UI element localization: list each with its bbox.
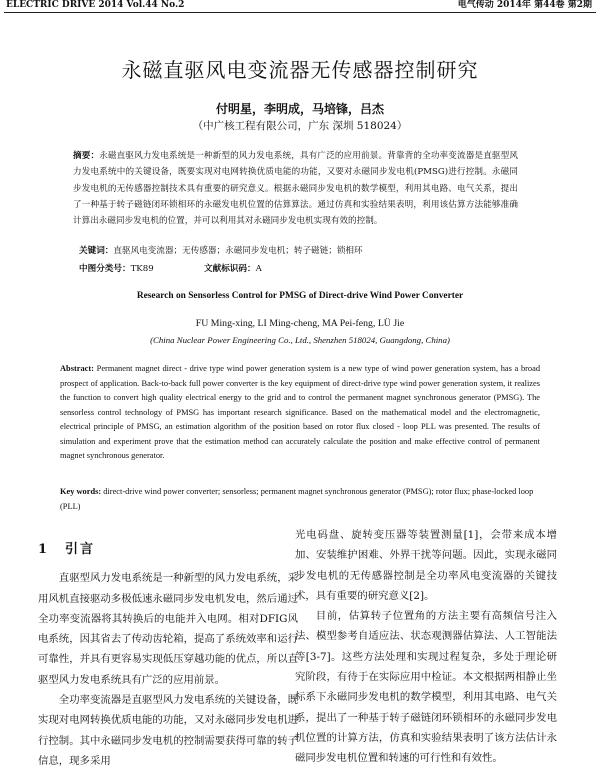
header-rule (4, 12, 596, 13)
paragraph: 目前，估算转子位置角的方法主要有高频信号注入法、模型参考自适应法、状态观测器估算法、人工智能法等[3-7]。这些方法处理和实现过程复杂，多处于理论研究阶段，有待于在实际应用中检证。本文根据两相静止坐标系下永磁同步发电机的数学模型，利用其电路、电气关系，提出了一种基于转子磁链闭环锁相环的永磁同步发电机位置的计算方法，仿真和实验结果表明了该方法估计永磁同步发电机位置和转速的可行性和有效性。 (295, 610, 557, 765)
classification-row (79, 262, 519, 274)
abstract-en-text: Permanent magnet direct - drive type wind power generation system is a new type of wind power generation system, has a broad prospect of application. Back-to-back full power converter is the key equipment of direct-drive type wind power generation system, it realizes the function to convert high quality electrical energy to the grid and to control the permanent magnet synchronous generator (PMSG). The sensorless control technology of PMSG has important research significance. Based on the mathematical model and the electromagnetic, electrical principle of PMSG, an estimation algorithm of the position based on rotor flux closed - loop PLL was presented. The results of simulation and experiment prove that the estimation method can accurately calculate the position and make effective control of permanent magnet synchronous generator. (60, 364, 541, 460)
running-header (0, 0, 600, 12)
journal-header-right: 电气传动 2014年 第44卷 第2期 (457, 0, 592, 10)
paragraph: 全功率变流器是直驱型风力发电系统的关键设备，既实现对电网转换优质电能的功能，又对永磁同步发电机进行控制。其中永磁同步发电机的控制需要获得可靠的转子信息，现多采用 (38, 694, 298, 767)
body-column-right (295, 525, 557, 769)
affiliation: （中广核工程有限公司，广东 深圳 518024） (192, 120, 408, 132)
keywords-cn (79, 244, 363, 256)
doc-code-value: A (255, 264, 262, 274)
english-title: Research on Sensorless Control for PMSG of Direct-drive Wind Power Converter (136, 291, 464, 301)
section-title: 引言 (65, 542, 96, 557)
english-affiliation: (China Nuclear Power Engineering Co., Ltd., Shenzhen 518024, Guangdong, China) (150, 335, 450, 345)
abstract-cn-label: 摘要： (73, 151, 100, 161)
abstract-en-label: Abstract: (60, 364, 94, 373)
section-heading (38, 540, 298, 560)
paper-title: 永磁直驱风电变流器无传感器控制研究 (121, 58, 479, 82)
section-number: 1 (38, 542, 50, 557)
abstract-cn (73, 148, 518, 229)
clc-label: 中图分类号： (79, 264, 131, 274)
authors: 付明星，李明成，马培锋，吕杰 (215, 102, 384, 116)
doc-code-label: 文献标识码： (204, 264, 256, 274)
abstract-en (60, 362, 540, 464)
abstract-cn-text: 永磁直驱风力发电系统是一种新型的风力发电系统，具有广泛的应用前景。背靠背的全功率变流器是直驱型风力发电系统中的关键设备，既要实现对电网转换优质电能的功能，又要对永磁同步发电机(PMSG)进行控制。永磁同步发电机的无传感器控制技术具有重要的研究意义。根据永磁同步发电机的数学模型，利用其电路、电气关系，提出了一种基于转子磁链闭环锁相环的永磁发电机位置的估算算法。通过仿真和实验结果表明，利用该估算方法能够准确计算出永磁同步发电机的位置，并可以利用其对永磁同步发电机实现有效的控制。 (73, 151, 518, 227)
keywords-en-text: direct-drive wind power converter; sensorless; permanent magnet synchronous generator (PMSG); rotor flux; phase-locked loop (PLL) (60, 487, 534, 511)
clc-value: TK89 (130, 264, 154, 274)
keywords-en-label: Key words: (60, 487, 102, 496)
paragraph: 光电码盘、旋转变压器等装置测量[1]，会带来成本增加、安装维护困难、外界干扰等问题。因此，实现永磁同步发电机的无传感器控制是全功率风电变流器的关键技术，具有重要的研究意义[2]。 (295, 529, 557, 602)
english-authors: FU Ming-xing, LI Ming-cheng, MA Pei-feng, LÜ Jie (195, 318, 405, 329)
keywords-cn-text: 直驱风电变流器；无传感器；永磁同步发电机；转子磁链；锁相环 (113, 246, 363, 256)
body-column-left (38, 540, 298, 771)
keywords-cn-label: 关键词： (79, 246, 114, 256)
journal-header-left: ELECTRIC DRIVE 2014 Vol.44 No.2 (6, 0, 185, 10)
keywords-en (60, 485, 540, 514)
paragraph: 直驱型风力发电系统是一种新型的风力发电系统，采用风机直接驱动多极低速永磁同步发电机发电，然后通过全功率变流器将其转换后的电能并入电网。相对DFIG风电系统，因其省去了传动齿轮箱，提高了系统效率和运行可靠性，并具有更容易实现低压穿越功能的优点，所以直驱型风力发电系统具有广泛的应用前景。 (38, 572, 298, 686)
